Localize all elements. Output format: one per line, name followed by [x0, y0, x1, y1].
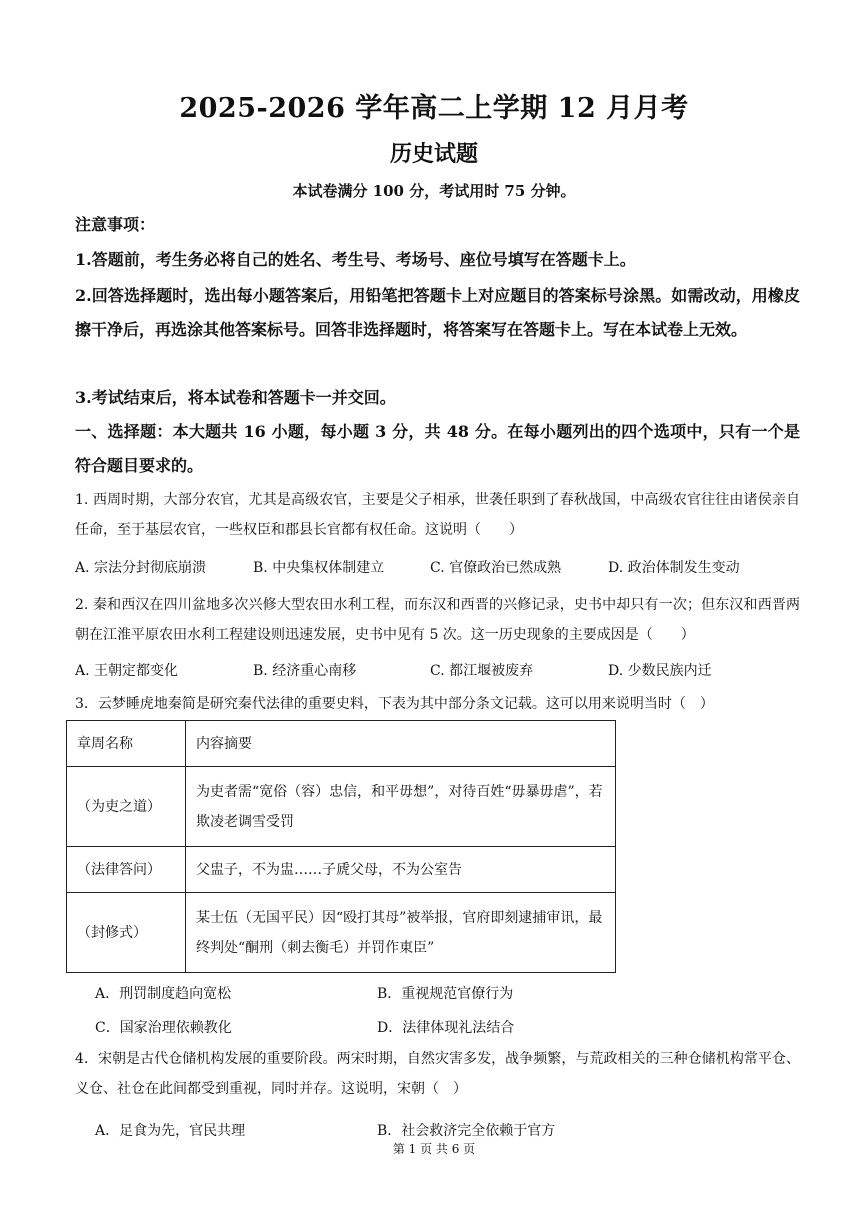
notice-item-2: 2.回答选择题时，选出每小题答案后，用铅笔把答题卡上对应题目的答案标号涂黑。如需改动，用橡皮擦干净后，再选涂其他答案标号。回答非选择题时，将答案写在答题卡上。写在本试卷上无效。: [75, 286, 800, 339]
table-header-row: [67, 721, 616, 767]
option-b[interactable]: B. 经济重心南移: [253, 663, 357, 679]
option-c[interactable]: C. 都江堰被废弃: [430, 663, 534, 679]
question-3-options-row-2: [75, 1017, 800, 1039]
table-cell: 为吏者需“宽俗（容）忠信，和平毋想”，对待百姓“毋暴毋虐”，若欺凌老调雪受罚: [186, 767, 616, 847]
question-4-options: [75, 1120, 800, 1142]
table-cell: 某士伍（无国平民）因“殴打其母”被举报，官府即刻逮捕审讯，最终判处“酮刑（刺去衡毛）并罚作東臣”: [186, 893, 616, 973]
table-row: [67, 847, 616, 893]
option-d[interactable]: D. 政治体制发生变动: [608, 560, 740, 576]
exam-title: 2025-2026 学年高二上学期 12 月月考: [179, 93, 689, 124]
option-a[interactable]: A．刑罚制度趋向宽松: [95, 986, 232, 1002]
table-row: [67, 767, 616, 847]
table-cell: （封修式）: [67, 893, 186, 973]
table-cell: （法律答问）: [67, 847, 186, 893]
notice-heading: 注意事项：: [75, 215, 156, 234]
option-b[interactable]: B．社会救济完全依赖于官方: [377, 1123, 556, 1139]
section-heading: 一、选择题：本大题共 16 小题，每小题 3 分，共 48 分。在每小题列出的四个选项中，只有一个是符合题目要求的。: [75, 422, 800, 475]
option-a[interactable]: A．足食为先，官民共理: [95, 1123, 246, 1139]
question-1-stem: 1. 西周时期，大部分农官，尤其是高级农官，主要是父子相承，世袭任职到了春秋战国，中高级农官往往由诸侯亲自任命，至于基层农官，一些权臣和郡县长官都有权任命。这说明（ ）: [75, 492, 800, 538]
question-3-stem: 3．云梦睡虎地秦简是研究秦代法律的重要史料，下表为其中部分条文记载。这可以用来说明当时（ ）: [75, 696, 714, 712]
page-footer: 第 1 页 共 6 页: [392, 1142, 476, 1156]
table-cell: 父盅子，不为盅……子虒父母，不为公室告: [186, 847, 616, 893]
option-c[interactable]: C．国家治理依赖教化: [95, 1020, 232, 1036]
question-4-stem: 4．宋朝是古代仓储机构发展的重要阶段。两宋时期，自然灾害多发，战争频繁，与荒政相关的三种仓储机构常平仓、义仓、社仓在此间都受到重视，同时并存。这说明，宋朝（ ）: [75, 1051, 800, 1097]
table-row: [67, 893, 616, 973]
table-cell: （为吏之道）: [67, 767, 186, 847]
option-a[interactable]: A. 宗法分封彻底崩溃: [75, 560, 207, 576]
question-2-stem: 2. 秦和西汉在四川盆地多次兴修大型农田水利工程，而东汉和西晋的兴修记录，史书中却只有一次；但东汉和西晋两朝在江淮平原农田水利工程建设则迅速发展，史书中见有 5 次。这一历史现象的主要成因是（ ）: [75, 597, 800, 643]
option-b[interactable]: B. 中央集权体制建立: [253, 560, 385, 576]
option-a[interactable]: A. 王朝定都变化: [75, 663, 179, 679]
question-1-options: [75, 557, 800, 579]
notice-item-1: 1.答题前，考生务必将自己的姓名、考生号、考场号、座位号填写在答题卡上。: [75, 250, 636, 269]
option-c[interactable]: C. 官僚政治已然成熟: [430, 560, 562, 576]
question-3-options-row-1: [75, 983, 800, 1005]
notice-item-3: 3.考试结束后，将本试卷和答题卡一并交回。: [75, 388, 396, 407]
option-b[interactable]: B．重视规范官僚行为: [377, 986, 514, 1002]
question-3-table: [66, 720, 616, 973]
question-2-options: [75, 660, 800, 682]
score-note: 本试卷满分 100 分，考试用时 75 分钟。: [292, 182, 576, 200]
table-header-cell: 内容摘要: [186, 721, 616, 767]
table-header-cell: 章周名称: [67, 721, 186, 767]
option-d[interactable]: D．法律体现礼法结合: [377, 1020, 515, 1036]
option-d[interactable]: D. 少数民族内迁: [608, 663, 712, 679]
exam-subject: 历史试题: [389, 141, 478, 167]
